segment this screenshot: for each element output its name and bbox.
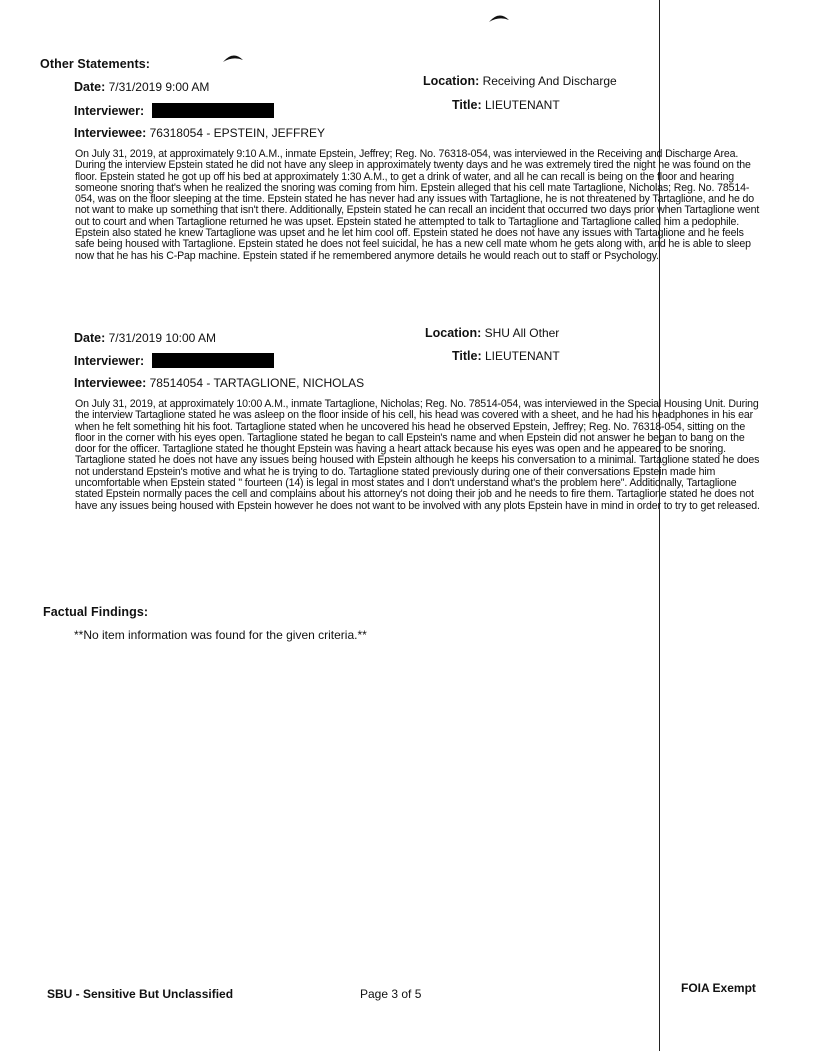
statement-title — [452, 98, 560, 112]
footer-page-number: Page 3 of 5 — [360, 987, 422, 1001]
location-label: Location: — [423, 74, 480, 88]
interviewee-value: 78514054 - TARTAGLIONE, NICHOLAS — [149, 376, 365, 390]
title-value: LIEUTENANT — [484, 98, 560, 112]
statement-date — [74, 80, 209, 94]
scan-mark — [488, 13, 510, 23]
interviewee-value: 76318054 - EPSTEIN, JEFFREY — [149, 126, 326, 140]
location-value: Receiving And Discharge — [482, 74, 617, 88]
date-value: 7/31/2019 10:00 AM — [108, 331, 217, 345]
title-value: LIEUTENANT — [484, 349, 560, 363]
date-label: Date: — [74, 80, 106, 94]
statement-date — [74, 331, 216, 345]
statement-narrative: On July 31, 2019, at approximately 10:00 A.M., inmate Tartaglione, Nicholas; Reg. No. 78514-054, was interviewed in the Special Housing Unit. During the interview Tartaglione stated he was asleep on the floor inside of his cell, his head was covered with a sheet, and he had his headphones in his ear when he felt something hit his foot. Tartaglione stated when he uncovered his head he observed Epstein, Jeffrey; Reg. No. 76318-054, sitting on the floor in the corner with his eyes open. Tartaglione stated he began to call Epstein's name and when Epstein did not answer he began to bang on the door for the officer. Tartaglione stated he thought Epstein was having a heart attack because his eyes was open and he appeared to be snoring. Tartaglione stated he does not have any issues being housed with Epstein although he keeps his conversation to a minimal. Tartaglione stated he does not understand Epstein's motive and what he is trying to do. Tartaglione stated previously during one of their conversations Epstein made him uncomfortable when Epstein stated " fourteen (14) is legal in most states and I don't understand what's the problem here". Additionally, Tartaglione stated Epstein normally paces the cell and complains about his attorney's not doing their job and he needs to fire them. Tartaglione stated he does not have any issues being housed with Epstein however he does not want to be involved with any plots Epstein have in mind in order to try to get released. — [75, 398, 760, 512]
interviewer-label: Interviewer: — [74, 354, 145, 368]
title-label: Title: — [452, 349, 482, 363]
interviewee-label: Interviewee: — [74, 126, 147, 140]
statement-location — [423, 74, 617, 88]
factual-findings-heading: Factual Findings: — [43, 605, 149, 619]
interviewer-label: Interviewer: — [74, 104, 145, 118]
location-label: Location: — [425, 326, 482, 340]
location-value: SHU All Other — [484, 326, 560, 340]
statement-location — [425, 326, 559, 340]
no-items-message: **No item information was found for the given criteria.** — [74, 628, 367, 642]
statement-interviewer — [74, 103, 274, 118]
date-label: Date: — [74, 331, 106, 345]
redaction-box — [152, 353, 274, 368]
footer-classification: SBU - Sensitive But Unclassified — [47, 987, 234, 1001]
scan-mark — [222, 53, 244, 63]
statement-interviewee — [74, 376, 364, 390]
statement-narrative: On July 31, 2019, at approximately 9:10 A.M., inmate Epstein, Jeffrey; Reg. No. 76318-054, was interviewed in the Receiving and Discharge Area. During the interview Epstein stated he did not have any sleep in approximately twenty days and he was extremely tired the night he was found on the floor. Epstein stated he got up off his bed at approximately 1:30 A.M., to get a drink of water, and all he can recall is being on the floor and hearing someone snoring that's when he realized the snoring was coming from him. Epstein alleged that his cell mate Tartaglione, Nicholas; Reg. No. 78514-054, was on the floor sleeping at the time. Epstein stated he has never had any issues with Tartaglione, he is not threatened by Tartaglione, and he do not want to make up something that isn't there. Additionally, Epstein stated he can recall an incident that occurred two days prior when Tartaglione went out to court and when Tartaglione returned he was upset. Epstein stated he attempted to talk to Tartaglione and Tartaglione called him a pedophile. Epstein also stated he knew Tartaglione was upset and he let him cool off. Epstein stated he does not have any issues with Tartaglione and he feels safe being housed with Tartaglione. Epstein stated he does not feel suicidal, he has a new cell mate whom he gets along with, and he is able to sleep now that he has his C-Pap machine. Epstein stated if he remembered anymore details he would reach out to staff or Psychology. — [75, 148, 760, 262]
statement-interviewer — [74, 353, 274, 368]
footer-foia-exempt: FOIA Exempt — [681, 981, 756, 995]
interviewee-label: Interviewee: — [74, 376, 147, 390]
other-statements-heading: Other Statements: — [40, 57, 151, 71]
title-label: Title: — [452, 98, 482, 112]
redaction-box — [152, 103, 274, 118]
statement-interviewee — [74, 126, 325, 140]
date-value: 7/31/2019 9:00 AM — [108, 80, 210, 94]
statement-title — [452, 349, 560, 363]
